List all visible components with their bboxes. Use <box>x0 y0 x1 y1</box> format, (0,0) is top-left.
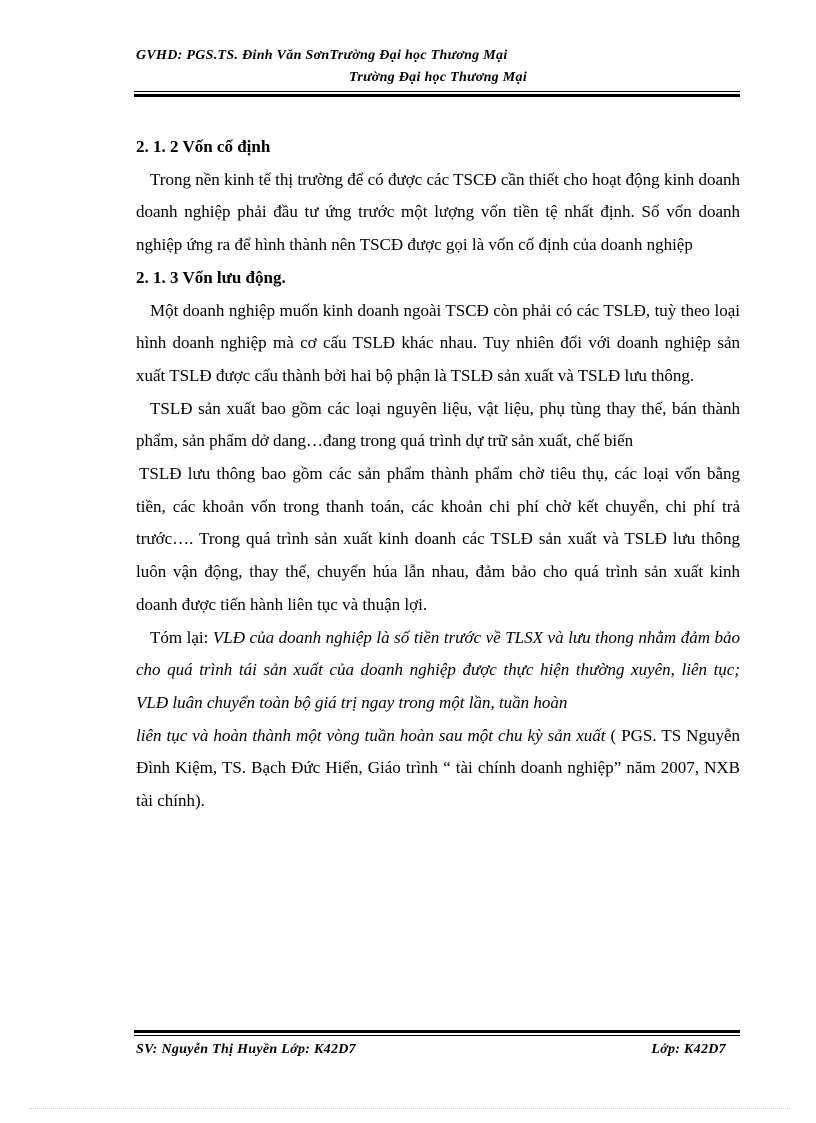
summary-continuation: liên tục và hoàn thành một vòng tuần hoàn sau một chu kỳ sản xuất <box>136 725 606 745</box>
body-content <box>136 131 740 818</box>
paragraph-fixed-capital: Trong nền kinh tế thị trường để có được các TSCĐ cần thiết cho hoạt động kinh doanh doanh nghiệp phải đầu tư ứng trước một lượng vốn tiền tệ nhất định. Số vốn doanh nghiệp ứng ra để hình thành nên TSCĐ được gọi là vốn cố định của doanh nghiệp <box>136 169 740 255</box>
paragraph-summary-continuation <box>136 720 740 818</box>
section-heading-fixed-capital: 2. 1. 2 Vốn cố định <box>136 137 271 156</box>
section-heading-working-capital: 2. 1. 3 Vốn lưu động. <box>136 267 286 287</box>
footer-rule-thin <box>134 1035 740 1036</box>
paragraph-working-capital-1: Một doanh nghiệp muốn kinh doanh ngoài TSCĐ còn phải có các TSLĐ, tuỳ theo loại hình doanh nghiệp mà cơ cấu TSLĐ khác nhau. Tuy nhiên đối với doanh nghiệp sản xuất TSLĐ được cấu thành bởi hai bộ phận là TSLĐ sản xuất và TSLĐ lưu thông. <box>136 300 740 385</box>
summary-label: Tóm lại: <box>150 627 213 647</box>
paragraph-working-capital-3: TSLĐ lưu thông bao gồm các sản phẩm thành phẩm chờ tiêu thụ, các loại vốn bằng tiền, các khoản vốn trong thanh toán, các khoản chi phí chờ kết chuyển, chi phí trả trước…. Trong quá trình sản xuất kinh doanh các TSLĐ sản xuất và TSLĐ lưu thông luôn vận động, thay thế, chuyển húa lẫn nhau, đảm bảo cho quá trình sản xuất kinh doanh được tiến hành liên tục và thuận lợi. <box>136 464 740 614</box>
header-rule-thick <box>134 94 740 97</box>
paragraph-working-capital-2: TSLĐ sản xuất bao gồm các loại nguyên liệu, vật liệu, phụ tùng thay thế, bán thành phẩm, sản phẩm dở dang…đang trong quá trình dự trữ sản xuất, chế biến <box>136 398 740 451</box>
header-rule-thin <box>134 91 740 92</box>
footer-class: Lớp: K42D7 <box>651 1042 726 1057</box>
header-line-1: GVHD: PGS.TS. Đinh Văn SơnTrường Đại học Thương Mại <box>136 48 508 63</box>
header-line-2: Trường Đại học Thương Mại <box>348 70 528 85</box>
footer-student: SV: Nguyễn Thị Huyền Lớp: K42D7 <box>136 1042 356 1057</box>
paragraph-summary <box>136 622 740 720</box>
footer-rule-thick <box>134 1030 740 1033</box>
page-bottom-dotted-line <box>30 1108 790 1109</box>
summary-citation: ( PGS. TS Nguyễn Đình Kiệm, TS. Bạch Đức Hiển, Giáo trình “ tài chính doanh nghiệp” năm 2007, NXB tài chính). <box>136 725 741 811</box>
summary-definition: VLĐ của doanh nghiệp là số tiền trước về TLSX và lưu thong nhằm đảm bảo cho quá trình tái sản xuất của doanh nghiệp được thực hiện thường xuyên, liên tục; VLĐ luân chuyển toàn bộ giá trị ngay trong một lần, tuần hoàn <box>136 627 740 712</box>
